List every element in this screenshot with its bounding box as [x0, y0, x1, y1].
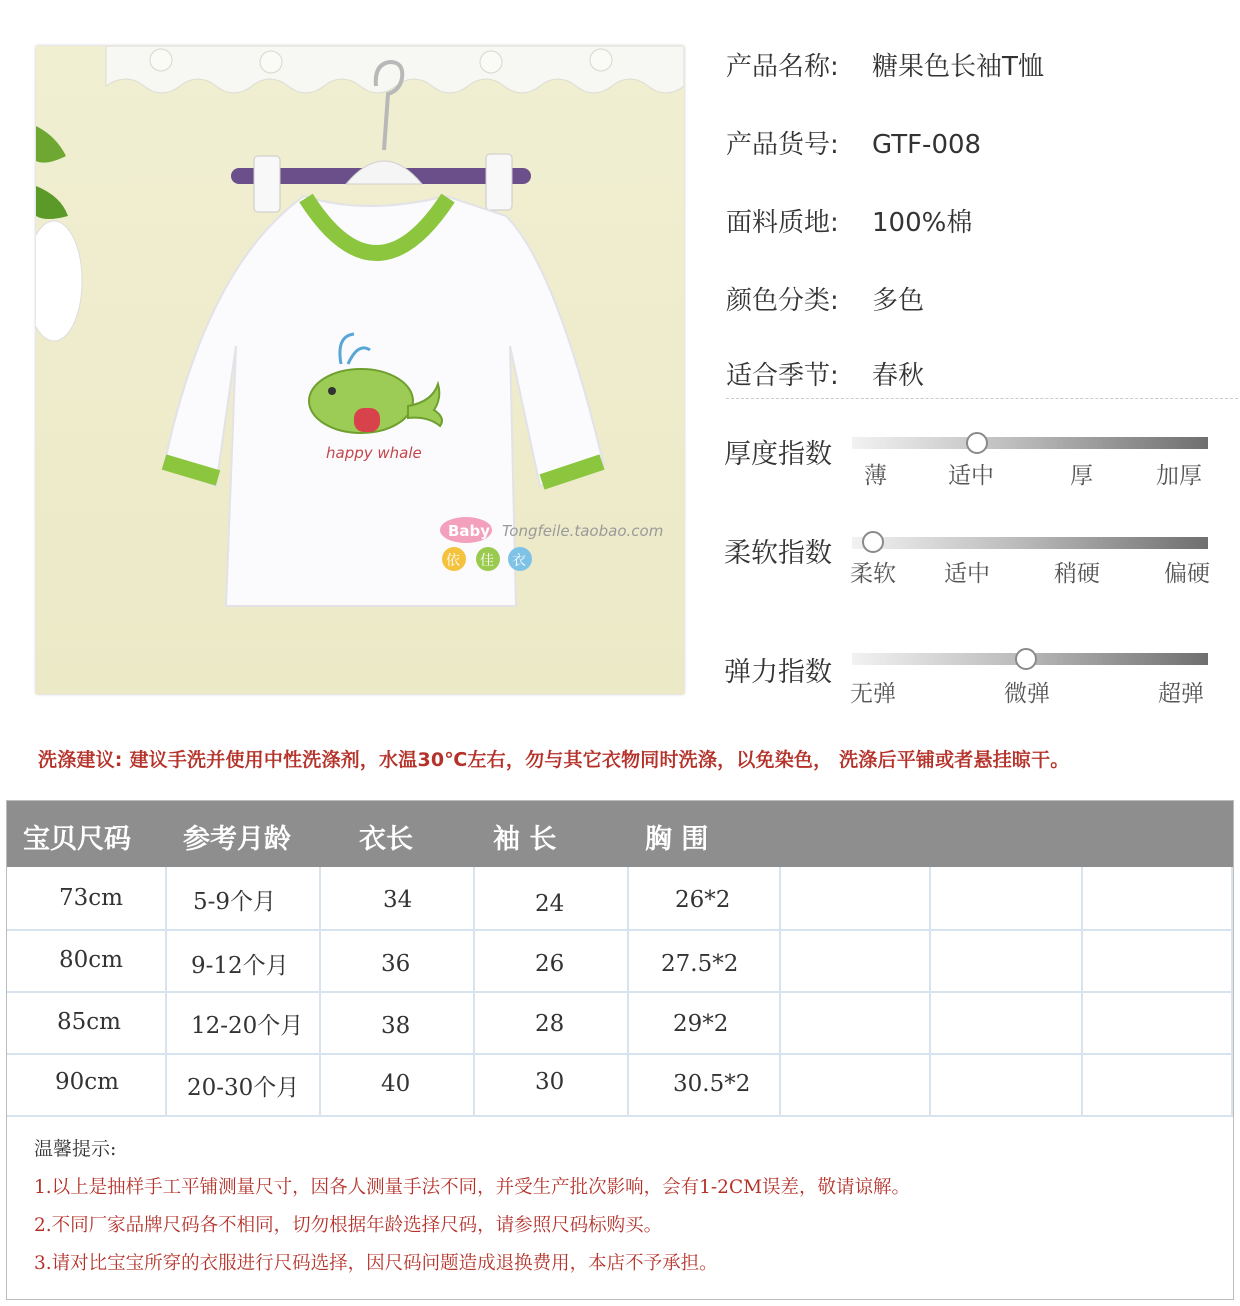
thickness-index-bar [852, 437, 1208, 449]
table-cell: 34 [383, 887, 413, 913]
table-cell: 12-20个月 [191, 1013, 304, 1039]
grid-line [7, 1115, 1233, 1117]
spec-value: 糖果色长袖T恤 [872, 52, 1044, 82]
thickness-label-medium: 适中 [948, 463, 994, 489]
table-cell: 26 [535, 951, 565, 977]
spec-divider [726, 398, 1238, 399]
tip-item: 2.不同厂家品牌尺码各不相同，切勿根据年龄选择尺码，请参照尺码标购买。 [34, 1215, 663, 1236]
elasticity-index-title: 弹力指数 [724, 657, 832, 688]
table-cell: 38 [381, 1013, 411, 1039]
table-cell: 30 [535, 1069, 565, 1095]
spec-product-name [726, 46, 1044, 83]
spec-fabric [726, 202, 972, 239]
grid-line [7, 1053, 1233, 1055]
table-cell: 30.5*2 [673, 1071, 751, 1097]
softness-index-title: 柔软指数 [724, 538, 832, 569]
table-cell: 28 [535, 1011, 565, 1037]
spec-label: 产品货号: [726, 130, 839, 160]
table-cell: 40 [381, 1071, 411, 1097]
grid-line [7, 929, 1233, 931]
spec-product-code [726, 124, 981, 161]
header-chest: 胸 围 [645, 824, 709, 855]
header-length: 衣长 [359, 824, 413, 855]
softness-index-bar [852, 537, 1208, 549]
elasticity-index-knob [1015, 648, 1037, 670]
wash-advice-text: 建议手洗并使用中性洗涤剂，水温30℃左右，勿与其它衣物同时洗涤，以免染色， 洗涤后平铺或者悬挂晾干。 [129, 749, 1070, 771]
thickness-label-extra-thick: 加厚 [1156, 463, 1202, 489]
size-table-header [7, 801, 1233, 867]
grid-line [7, 991, 1233, 993]
spec-label: 颜色分类: [726, 286, 839, 316]
thickness-index-knob [966, 432, 988, 454]
watermark-char-3: 衣 [512, 553, 526, 569]
shirt-print-text: happy whale [326, 444, 422, 462]
spec-label: 面料质地: [726, 208, 839, 238]
softness-label-medium: 适中 [944, 561, 990, 587]
header-size: 宝贝尺码 [23, 824, 131, 855]
table-cell: 90cm [55, 1069, 119, 1095]
elasticity-label-super: 超弹 [1158, 681, 1204, 707]
header-sleeve: 袖 长 [493, 824, 557, 855]
softness-label-hard: 偏硬 [1164, 561, 1210, 587]
table-cell: 29*2 [673, 1011, 729, 1037]
table-cell: 80cm [59, 947, 123, 973]
tip-item: 3.请对比宝宝所穿的衣服进行尺码选择，因尺码问题造成退换费用，本店不予承担。 [34, 1253, 718, 1274]
tips-title: 温馨提示: [34, 1138, 117, 1160]
watermark-char-1: 依 [446, 553, 460, 569]
table-cell: 73cm [59, 885, 123, 911]
spec-value: GTF-008 [872, 130, 982, 160]
spec-color [726, 280, 924, 317]
product-photo [36, 46, 684, 694]
watermark-brand: Baby [448, 522, 491, 540]
thickness-index-title: 厚度指数 [724, 439, 832, 470]
spec-value: 春秋 [872, 361, 925, 391]
table-cell: 9-12个月 [191, 953, 289, 979]
spec-label: 适合季节: [726, 361, 839, 391]
table-cell: 5-9个月 [193, 889, 277, 915]
elasticity-label-none: 无弹 [850, 681, 896, 707]
wash-advice [38, 745, 1070, 772]
spec-season [726, 355, 924, 392]
table-cell: 24 [535, 891, 565, 917]
table-cell: 27.5*2 [661, 951, 739, 977]
spec-label: 产品名称: [726, 52, 839, 82]
table-cell: 85cm [57, 1009, 121, 1035]
tip-item: 1.以上是抽样手工平铺测量尺寸，因各人测量手法不同，并受生产批次影响，会有1-2CM误差，敬请谅解。 [34, 1177, 911, 1198]
table-cell: 20-30个月 [187, 1075, 300, 1101]
wash-advice-label: 洗涤建议: [38, 749, 123, 771]
thickness-label-thin: 薄 [864, 463, 887, 489]
spec-value: 多色 [872, 286, 925, 316]
table-cell: 36 [381, 951, 411, 977]
watermark-url: Tongfeile.taobao.com [502, 522, 664, 540]
softness-label-soft: 柔软 [850, 561, 896, 587]
header-age: 参考月龄 [183, 824, 291, 855]
softness-index-knob [862, 531, 884, 553]
softness-label-firm: 稍硬 [1054, 561, 1100, 587]
watermark-char-2: 佳 [480, 553, 494, 569]
thickness-label-thick: 厚 [1070, 463, 1093, 489]
spec-value: 100%棉 [872, 208, 973, 238]
elasticity-label-slight: 微弹 [1004, 681, 1050, 707]
table-cell: 26*2 [675, 887, 731, 913]
